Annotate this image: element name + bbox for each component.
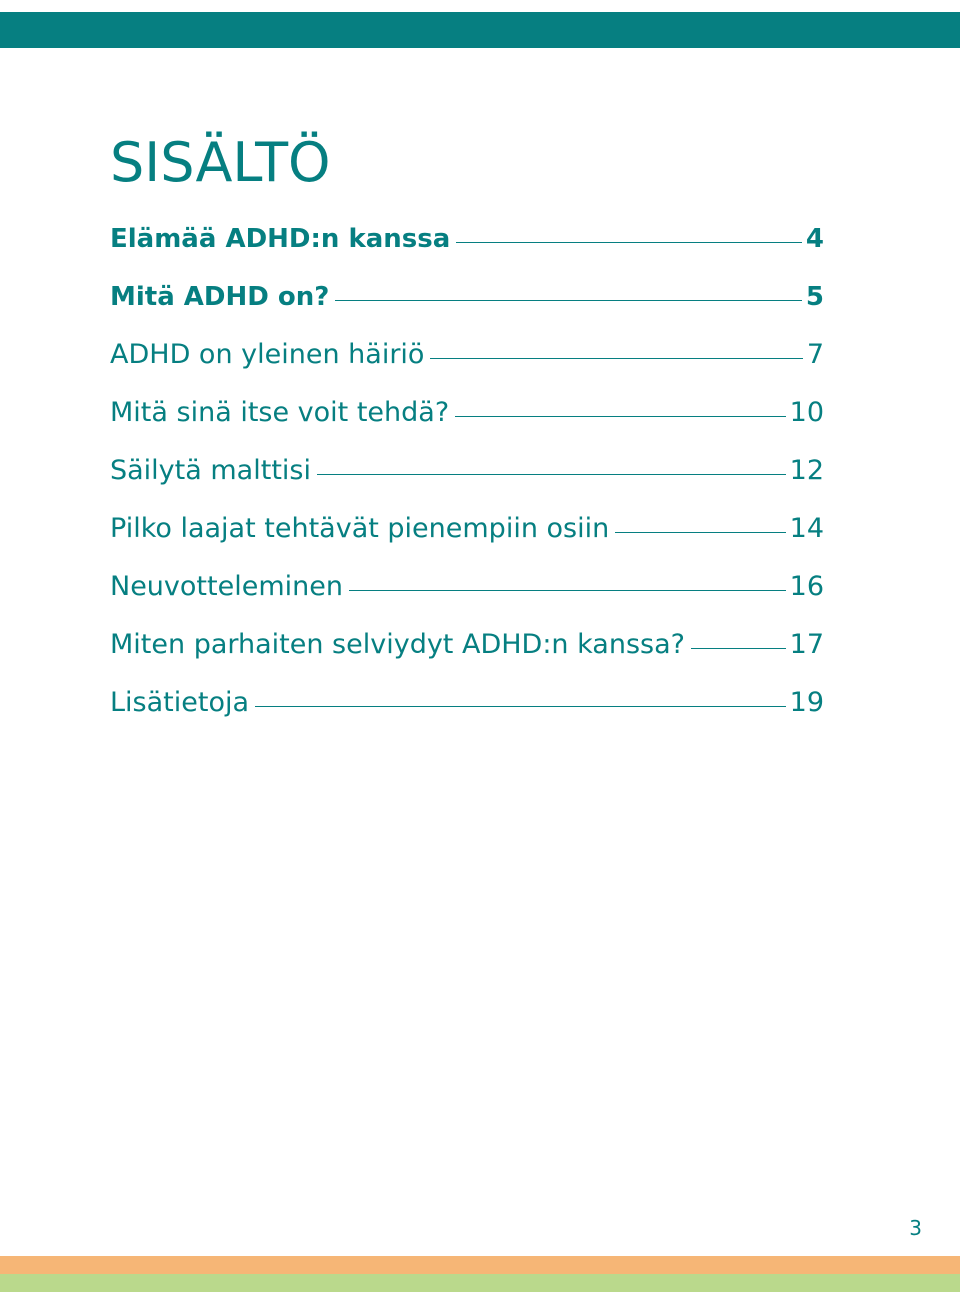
toc-entry-label: Pilko laajat tehtävät pienempiin osiin bbox=[110, 513, 610, 544]
toc-entry-page: 10 bbox=[789, 397, 824, 428]
bottom-green-bar bbox=[0, 1274, 960, 1292]
toc-leader-line bbox=[430, 358, 802, 359]
page-title: SISÄLTÖ bbox=[110, 131, 331, 194]
toc-leader-line bbox=[455, 416, 785, 417]
toc-entry-page: 16 bbox=[789, 571, 824, 602]
toc-leader-line bbox=[349, 590, 786, 591]
toc-entry-label: Mitä ADHD on? bbox=[110, 282, 330, 312]
toc-entry-label: Säilytä malttisi bbox=[110, 455, 311, 486]
toc-entry-label: Elämää ADHD:n kanssa bbox=[110, 224, 451, 254]
toc-leader-line bbox=[335, 300, 802, 301]
toc-entry-page: 17 bbox=[789, 629, 824, 660]
toc-entry-label: Miten parhaiten selviydyt ADHD:n kanssa? bbox=[110, 629, 685, 660]
toc-leader-line bbox=[317, 474, 786, 475]
toc-leader-line bbox=[615, 532, 785, 533]
toc-entry-label: Lisätietoja bbox=[110, 687, 250, 718]
toc-leader-line bbox=[691, 648, 786, 649]
toc-entry[interactable] bbox=[110, 446, 824, 504]
toc-entry-label: Mitä sinä itse voit tehdä? bbox=[110, 397, 450, 428]
toc-entry-page: 4 bbox=[805, 224, 824, 254]
toc-entry[interactable] bbox=[110, 272, 824, 330]
toc-entry[interactable] bbox=[110, 620, 824, 678]
toc-leader-line bbox=[255, 706, 786, 707]
toc-leader-line bbox=[456, 242, 802, 243]
toc-entry-label: Neuvotteleminen bbox=[110, 571, 343, 602]
toc-entry[interactable] bbox=[110, 678, 824, 736]
toc-entry[interactable] bbox=[110, 330, 824, 388]
toc-entry[interactable] bbox=[110, 504, 824, 562]
bottom-orange-bar bbox=[0, 1256, 960, 1274]
toc-entry[interactable] bbox=[110, 562, 824, 620]
toc-entry[interactable] bbox=[110, 214, 824, 272]
page-number: 3 bbox=[909, 1216, 922, 1240]
toc-entry-page: 19 bbox=[789, 687, 824, 718]
toc-entry-page: 7 bbox=[806, 339, 824, 370]
top-color-bar bbox=[0, 12, 960, 48]
toc-entry-page: 14 bbox=[789, 513, 824, 544]
toc-entry-page: 12 bbox=[789, 455, 824, 486]
toc-entry-page: 5 bbox=[805, 282, 824, 312]
toc-entry[interactable] bbox=[110, 388, 824, 446]
table-of-contents bbox=[110, 214, 824, 736]
toc-entry-label: ADHD on yleinen häiriö bbox=[110, 339, 425, 370]
